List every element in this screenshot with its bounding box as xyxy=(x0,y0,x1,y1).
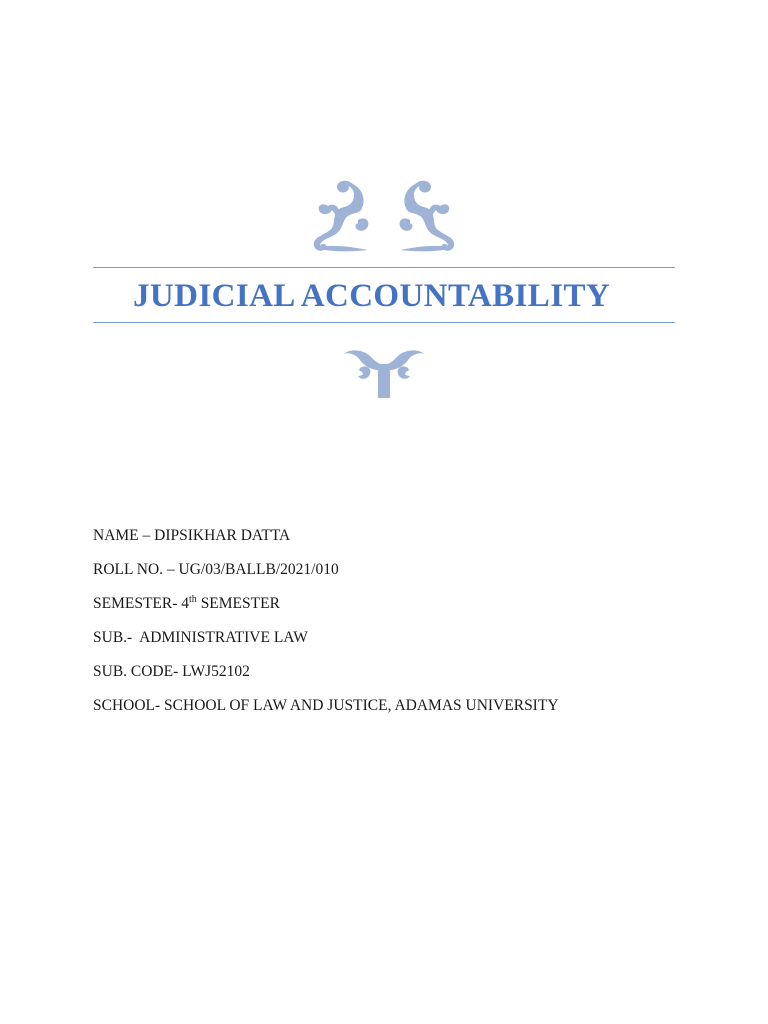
student-name: NAME – DIPSIKHAR DATTA xyxy=(93,527,291,544)
title-top-rule xyxy=(93,267,675,268)
semester xyxy=(93,593,733,627)
student-details xyxy=(93,525,733,729)
subject-code: SUB. CODE- LWJ52102 xyxy=(93,663,250,680)
semester-suffix: SEMESTER xyxy=(196,595,280,612)
document-title: JUDICIAL ACCOUNTABILITY xyxy=(133,278,611,314)
semester-superscript: th xyxy=(189,593,197,605)
school: SCHOOL- SCHOOL OF LAW AND JUSTICE, ADAMAS UNIVERSITY xyxy=(93,697,559,714)
subject: SUB.- ADMINISTRATIVE LAW xyxy=(93,629,308,646)
semester-prefix: SEMESTER- 4 xyxy=(93,595,190,612)
roll-number: ROLL NO. – UG/03/BALLB/2021/010 xyxy=(93,561,339,578)
title-bottom-rule xyxy=(93,322,675,323)
fleur-ornament-bottom-icon xyxy=(340,346,428,402)
floral-ornament-top-icon xyxy=(308,176,460,256)
